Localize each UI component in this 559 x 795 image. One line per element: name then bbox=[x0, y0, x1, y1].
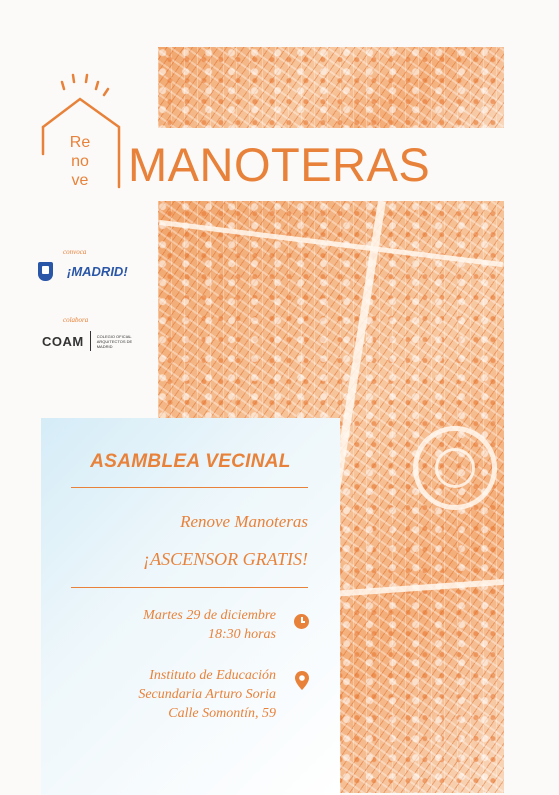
event-place-line3: Calle Somontín, 59 bbox=[168, 706, 276, 721]
renove-logo bbox=[40, 72, 130, 192]
coam-logo bbox=[42, 331, 141, 351]
logo-text-re: Re bbox=[69, 134, 91, 151]
event-subtitle: Renove Manoteras bbox=[180, 512, 308, 531]
map-roundabout-inner bbox=[435, 448, 475, 488]
event-date: Martes 29 de diciembre bbox=[143, 608, 276, 623]
madrid-logo bbox=[38, 262, 128, 281]
madrid-shield-icon bbox=[38, 262, 53, 281]
map-road bbox=[159, 220, 503, 267]
map-pin-icon bbox=[295, 671, 309, 690]
aerial-map-top bbox=[158, 47, 504, 128]
convoca-label: convoca bbox=[63, 248, 87, 256]
event-time: 18:30 horas bbox=[207, 627, 276, 642]
event-place-line2: Secundaria Arturo Soria bbox=[138, 687, 276, 702]
event-highlight: ¡ASCENSOR GRATIS! bbox=[143, 549, 308, 569]
madrid-wordmark: ¡MADRID! bbox=[67, 264, 128, 279]
clock-icon bbox=[294, 614, 309, 629]
event-heading: ASAMBLEA VECINAL bbox=[90, 451, 291, 472]
coam-wordmark: COAM bbox=[42, 333, 84, 349]
logo-text-no: no bbox=[71, 153, 89, 170]
event-info-panel bbox=[41, 418, 340, 795]
logo-text-ve: ve bbox=[71, 172, 89, 189]
coam-divider bbox=[90, 331, 91, 351]
colabora-label: colabora bbox=[63, 316, 89, 324]
event-place-line1: Instituto de Educación bbox=[149, 668, 276, 683]
divider bbox=[71, 487, 308, 488]
divider bbox=[71, 587, 308, 588]
coam-description: COLEGIO OFICIAL ARQUITECTOS DE MADRID bbox=[96, 333, 133, 349]
page-title: MANOTERAS bbox=[128, 138, 431, 191]
